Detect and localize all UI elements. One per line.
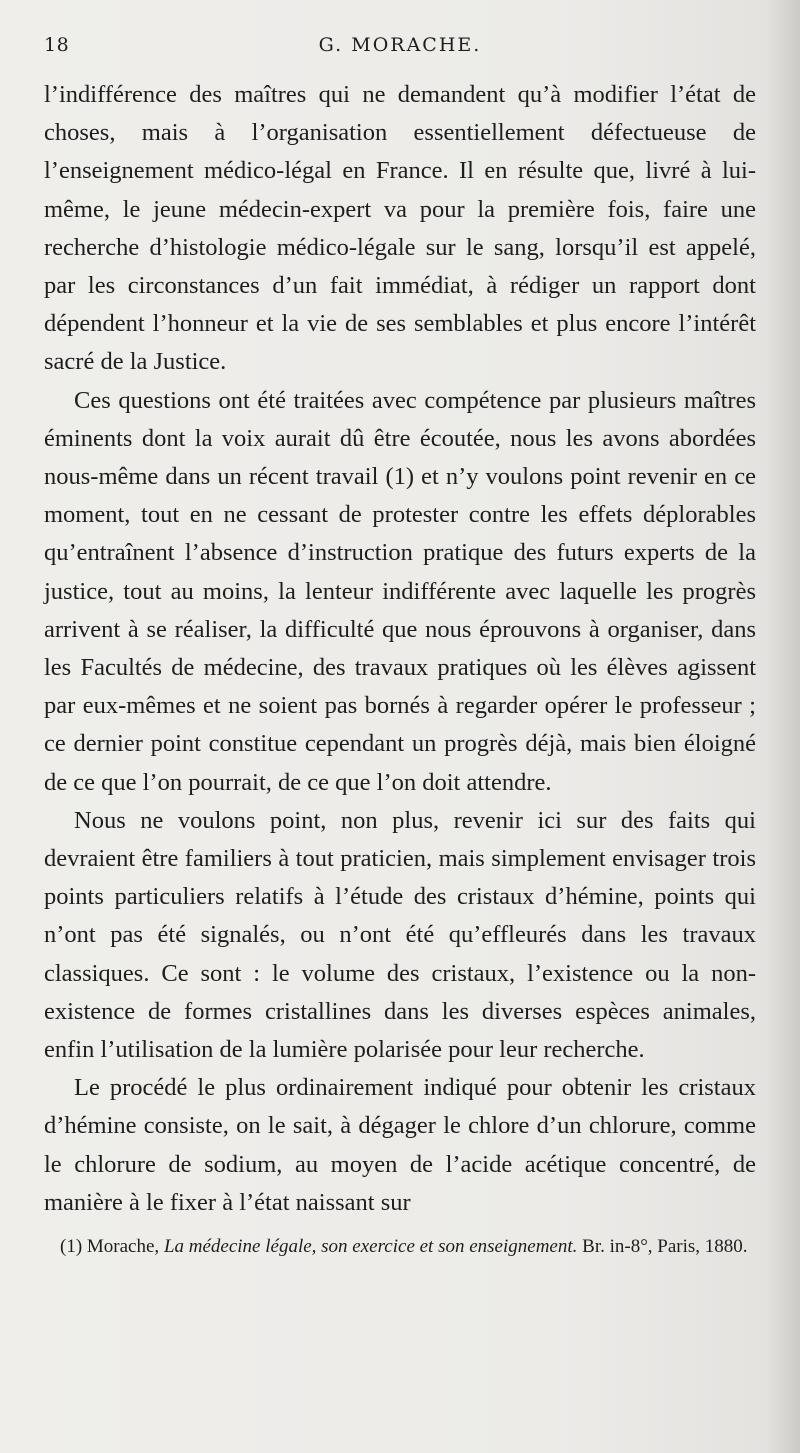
page-edge-shadow [766,0,800,1453]
footnote-title: La médecine légale, son exercice et son enseignement. [163,1236,578,1258]
paragraph-4: Le procédé le plus ordinairement indiqué pour obtenir les cristaux d’hémine consiste, on le sait, à dégager le chlore d’un chlorure, comme le chlorure de sodium, au moyen de l’acide acétique concentré, de manière à le fixer à l’état naissant sur [44,1074,756,1216]
footnote-details: Br. in-8°, Paris, 1880. [582,1236,748,1258]
footnote-author: Morache, [86,1236,160,1258]
paragraph-2: Ces questions ont été traitées avec compétence par plusieurs maîtres éminents dont la voix aurait dû être écoutée, nous les avons abordées nous-même dans un récent travail (1) et n’y voulons point revenir en ce moment, tout en ne cessant de protester contre les effets déplorables qu’entraînent l’absence d’instruction pratique des futurs experts de la justice, tout au moins, la lenteur indifférente avec laquelle les progrès arrivent à se réaliser, la difficulté que nous éprouvons à organiser, dans les Facultés de médecine, des travaux pratiques où les élèves agissent par eux-mêmes et ne soient pas bornés à regarder opérer le professeur ; ce dernier point constitue cependant un progrès déjà, mais bien éloigné de ce que l’on pourrait, de ce que l’on doit attendre. [44,386,756,796]
running-head: G. MORACHE. [318,34,482,56]
footnote-1 [60,1232,756,1261]
footnotes [44,1232,756,1261]
page-header [44,28,756,76]
page-number: 18 [44,34,70,56]
body-text [44,76,756,1222]
footnote-marker: (1) [60,1236,83,1258]
paragraph-1: l’indifférence des maîtres qui ne demandent qu’à modifier l’état de choses, mais à l’organisation essentiellement défectueuse de l’enseignement médico-légal en France. Il en résulte que, livré à lui-même, le jeune médecin-expert va pour la première fois, faire une recherche d’histologie médico-légale sur le sang, lorsqu’il est appelé, par les circonstances d’un fait immédiat, à rédiger un rapport dont dépendent l’honneur et la vie de ses semblables et plus encore l’intérêt sacré de la Justice. [44,81,756,376]
paragraph-3: Nous ne voulons point, non plus, revenir ici sur des faits qui devraient être familiers à tout praticien, mais simplement envisager trois points particuliers relatifs à l’étude des cristaux d’hémine, points qui n’ont pas été signalés, ou n’ont été qu’effleurés dans les travaux classiques. Ce sont : le volume des cristaux, l’existence ou la non-existence de formes cristallines dans les diverses espèces animales, enfin l’utilisation de la lumière polarisée pour leur recherche. [44,806,756,1064]
